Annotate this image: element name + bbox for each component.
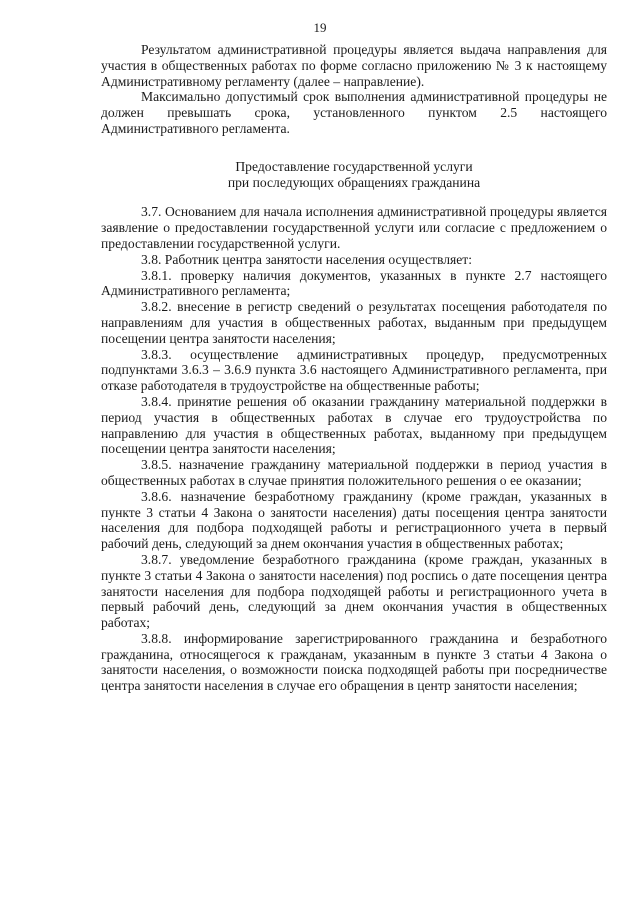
paragraph-3-8: 3.8. Работник центра занятости населения осуществляет:: [141, 251, 472, 267]
paragraph-3-8-2: 3.8.2. внесение в регистр сведений о результатах посещения работодателя по направлениям для участия в общественных работах, выданным при предыдущем посещении центра занятости населения;: [101, 299, 607, 346]
paragraph-3-8-3: 3.8.3. осуществление административных процедур, предусмотренных подпунктами 3.6.3 – 3.6.9 пункта 3.6 настоящего Административного регламента, при отказе работодателя в трудоустройстве на общественные работы;: [101, 346, 607, 394]
paragraph-result: Результатом административной процедуры является выдача направления для участия в общественных работах по форме согласно приложению № 3 к настоящему Административному регламенту (далее – направление).: [101, 42, 607, 89]
paragraph-max-term: Максимально допустимый срок выполнения административной процедуры не должен превышать срока, установленного пунктом 2.5 настоящего Административного регламента.: [101, 89, 607, 136]
section-heading-line-2: при последующих обращениях гражданина: [227, 174, 481, 190]
document-body: [101, 42, 607, 694]
paragraph-3-8-6: 3.8.6. назначение безработному гражданину (кроме граждан, указанных в пункте 3 статьи 4 Закона о занятости населения) даты посещения центра занятости населения для подбора подходящей работы и регистрационного учета в первый рабочий день, следующий за днем окончания участия в общественных работах;: [101, 488, 607, 552]
section-heading: [101, 159, 607, 191]
section-heading-line-1: Предоставление государственной услуги: [235, 158, 473, 174]
paragraph-3-8-7: 3.8.7. уведомление безработного гражданина (кроме граждан, указанных в пункте 3 статьи 4 Закона о занятости населения) под роспись о дате посещения центра занятости населения для подбора подходящей работы и регистрационного учета в первый рабочий день, следующий за днем окончания участия в общественных работах;: [101, 551, 607, 631]
paragraph-3-7: 3.7. Основанием для начала исполнения административной процедуры является заявление о предоставлении государственной услуги или согласие с предложением о предоставлении государственной услуги.: [101, 204, 607, 251]
paragraph-3-8-8: 3.8.8. информирование зарегистрированного гражданина и безработного гражданина, относящегося к гражданам, указанным в пункте 3 статьи 4 Закона о занятости населения, о возможности поиска подходящей работы при посредничестве центра занятости населения в случае его обращения в центр занятости населения;: [101, 630, 607, 694]
paragraph-3-8-1: 3.8.1. проверку наличия документов, указанных в пункте 2.7 настоящего Административного регламента;: [101, 267, 607, 299]
paragraph-3-8-5: 3.8.5. назначение гражданину материальной поддержки в период участия в общественных работах в случае принятия положительного решения о ее оказании;: [101, 457, 607, 488]
paragraph-3-8-4: 3.8.4. принятие решения об оказании гражданину материальной поддержки в период участия в общественных работах в случае его трудоустройства по направлению для участия в общественных работах, выданному при предыдущем посещении центра занятости населения;: [101, 393, 607, 457]
page-number: 19: [313, 20, 327, 35]
